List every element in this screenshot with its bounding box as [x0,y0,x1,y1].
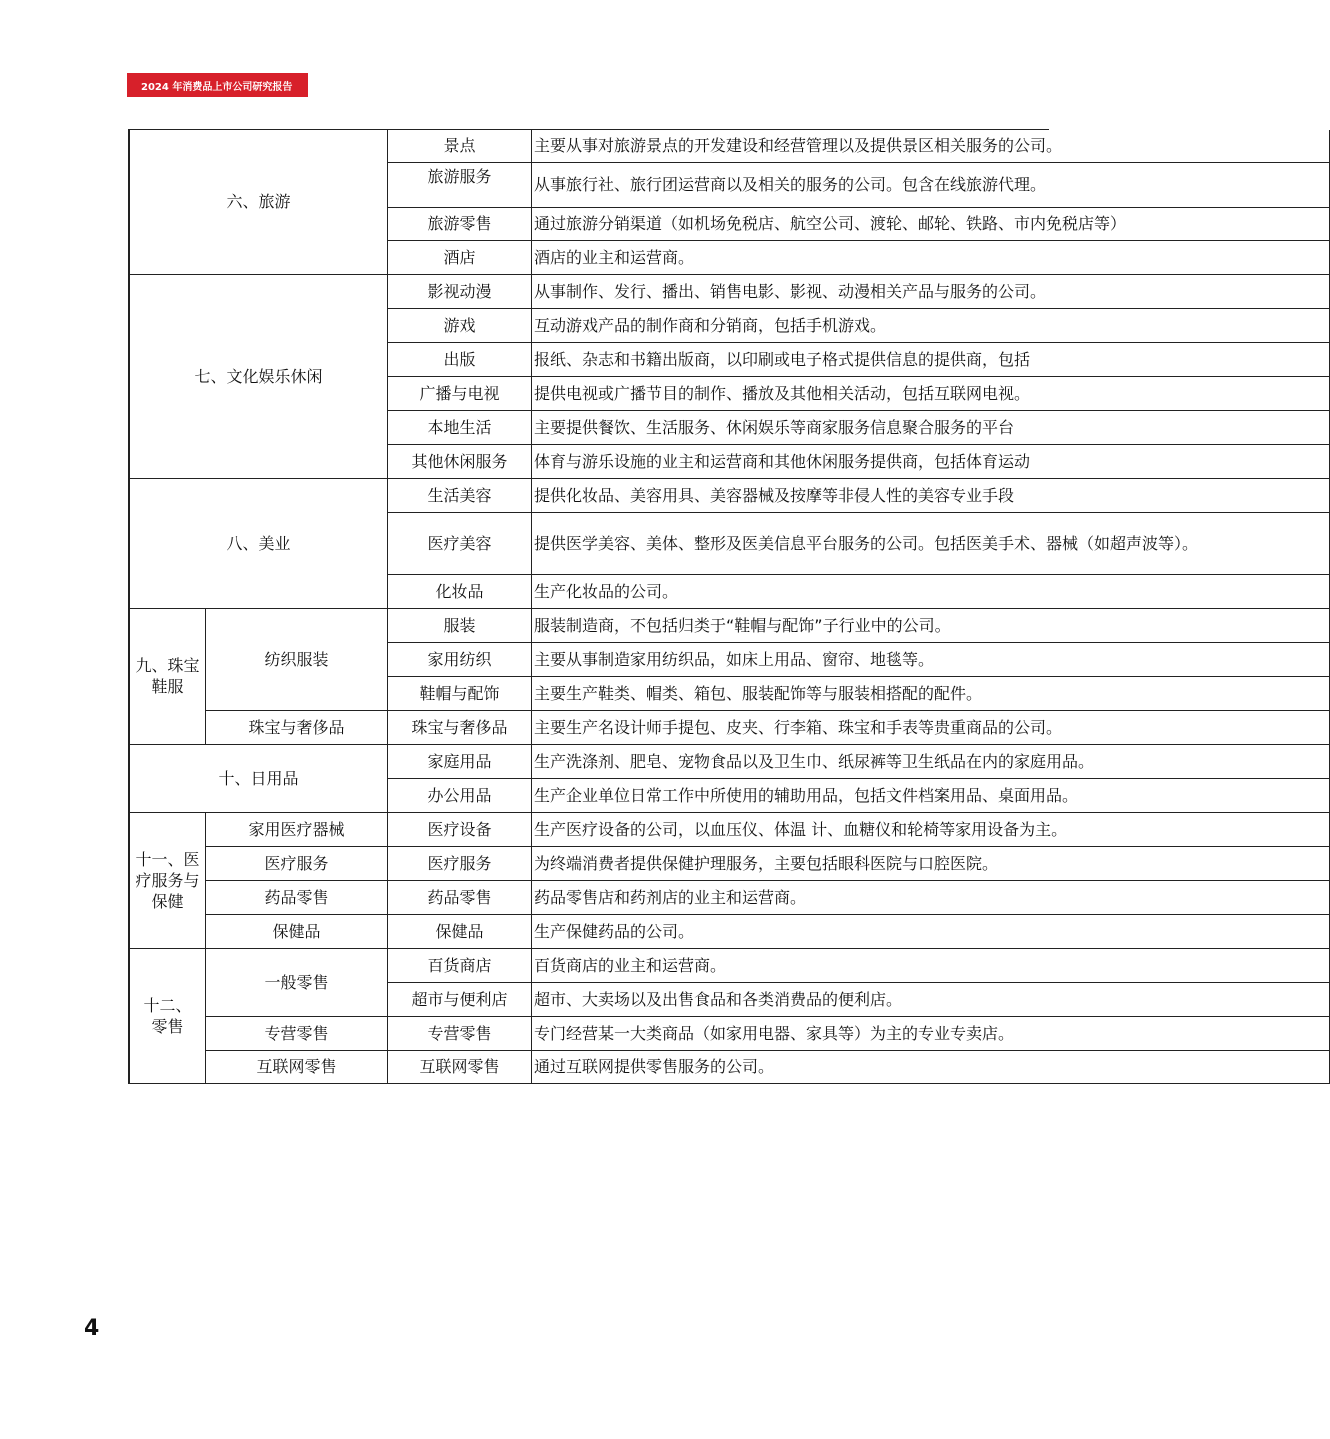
table-row [130,744,1330,778]
sub-industry-cell: 专营零售 [388,1016,532,1050]
table-row [130,948,1330,982]
description-cell: 主要从事对旅游景点的开发建设和经营管理以及提供景区相关服务的公司。 [532,130,1330,162]
table-row [130,1050,1330,1083]
report-title-tag: 2024 年消费品上市公司研究报告 [127,73,308,97]
description-cell: 通过互联网提供零售服务的公司。 [532,1050,1330,1083]
description-cell: 为终端消费者提供保健护理服务，主要包括眼科医院与口腔医院。 [532,846,1330,880]
description-cell: 生产保健药品的公司。 [532,914,1330,948]
sub-industry-cell: 医疗服务 [388,846,532,880]
table-row [130,914,1330,948]
sub-industry-cell: 家用纺织 [388,642,532,676]
description-cell: 百货商店的业主和运营商。 [532,948,1330,982]
page-number: 4 [84,1316,100,1341]
description-cell: 提供化妆品、美容用具、美容器械及按摩等非侵人性的美容专业手段 [532,478,1330,512]
subgroup-cell: 医疗服务 [206,846,388,880]
sub-industry-cell: 百货商店 [388,948,532,982]
sub-industry-cell: 医疗美容 [388,512,532,574]
sub-industry-cell: 药品零售 [388,880,532,914]
description-cell: 生产医疗设备的公司，以血压仪、体温 计、血糖仪和轮椅等家用设备为主。 [532,812,1330,846]
table-row [130,1016,1330,1050]
description-cell: 提供电视或广播节目的制作、播放及其他相关活动，包括互联网电视。 [532,376,1330,410]
description-cell: 提供医学美容、美体、整形及医美信息平台服务的公司。包括医美手术、器械（如超声波等）。 [532,512,1330,574]
sub-industry-cell: 酒店 [388,240,532,274]
sub-industry-cell: 珠宝与奢侈品 [388,710,532,744]
description-cell: 服装制造商，不包括归类于“鞋帽与配饰”子行业中的公司。 [532,608,1330,642]
description-cell: 互动游戏产品的制作商和分销商，包括手机游戏。 [532,308,1330,342]
subgroup-cell: 保健品 [206,914,388,948]
table-row [130,478,1330,512]
table-row [130,130,1330,162]
group-cell: 十二、零售 [130,948,206,1083]
table-row [130,812,1330,846]
table-row [130,608,1330,642]
sub-industry-cell: 超市与便利店 [388,982,532,1016]
description-cell: 生产企业单位日常工作中所使用的辅助用品，包括文件档案用品、桌面用品。 [532,778,1330,812]
group-cell: 七、文化娱乐休闲 [130,274,388,478]
sub-industry-cell: 化妆品 [388,574,532,608]
group-cell: 九、珠宝鞋服 [130,608,206,744]
sub-industry-cell: 其他休闲服务 [388,444,532,478]
sub-industry-cell: 旅游零售 [388,207,532,240]
description-cell: 从事旅行社、旅行团运营商以及相关的服务的公司。包含在线旅游代理。 [532,162,1330,207]
description-cell: 主要提供餐饮、生活服务、休闲娱乐等商家服务信息聚合服务的平台 [532,410,1330,444]
group-cell: 八、美业 [130,478,388,608]
sub-industry-cell: 广播与电视 [388,376,532,410]
subgroup-cell: 一般零售 [206,948,388,1016]
description-cell: 专门经营某一大类商品（如家用电器、家具等）为主的专业专卖店。 [532,1016,1330,1050]
description-cell: 生产化妆品的公司。 [532,574,1330,608]
sub-industry-cell: 家庭用品 [388,744,532,778]
group-cell: 六、旅游 [130,130,388,274]
sub-industry-cell: 鞋帽与配饰 [388,676,532,710]
description-cell: 主要生产名设计师手提包、皮夹、行李箱、珠宝和手表等贵重商品的公司。 [532,710,1330,744]
sub-industry-cell: 本地生活 [388,410,532,444]
sub-industry-cell: 景点 [388,130,532,162]
sub-industry-cell: 游戏 [388,308,532,342]
subgroup-cell: 家用医疗器械 [206,812,388,846]
subgroup-cell: 纺织服装 [206,608,388,710]
group-cell: 十、日用品 [130,744,388,812]
description-cell: 报纸、杂志和书籍出版商，以印刷或电子格式提供信息的提供商，包括 [532,342,1330,376]
description-cell: 主要生产鞋类、帽类、箱包、服装配饰等与服装相搭配的配件。 [532,676,1330,710]
description-cell: 酒店的业主和运营商。 [532,240,1330,274]
sub-industry-cell: 旅游服务 [388,162,532,207]
description-cell: 生产洗涤剂、肥皂、宠物食品以及卫生巾、纸尿裤等卫生纸品在内的家庭用品。 [532,744,1330,778]
group-cell: 十一、医疗服务与保健 [130,812,206,948]
table-row [130,710,1330,744]
sub-industry-cell: 出版 [388,342,532,376]
table-row [130,846,1330,880]
subgroup-cell: 药品零售 [206,880,388,914]
sub-industry-cell: 影视动漫 [388,274,532,308]
description-cell: 体育与游乐设施的业主和运营商和其他休闲服务提供商，包括体育运动 [532,444,1330,478]
description-cell: 超市、大卖场以及出售食品和各类消费品的便利店。 [532,982,1330,1016]
sub-industry-cell: 互联网零售 [388,1050,532,1083]
description-cell: 主要从事制造家用纺织品，如床上用品、窗帘、地毯等。 [532,642,1330,676]
description-cell: 通过旅游分销渠道（如机场免税店、航空公司、渡轮、邮轮、铁路、市内免税店等） [532,207,1330,240]
description-cell: 药品零售店和药剂店的业主和运营商。 [532,880,1330,914]
sub-industry-cell: 保健品 [388,914,532,948]
sub-industry-cell: 医疗设备 [388,812,532,846]
subgroup-cell: 互联网零售 [206,1050,388,1083]
subgroup-cell: 珠宝与奢侈品 [206,710,388,744]
sub-industry-cell: 办公用品 [388,778,532,812]
description-cell: 从事制作、发行、播出、销售电影、影视、动漫相关产品与服务的公司。 [532,274,1330,308]
sub-industry-cell: 生活美容 [388,478,532,512]
industry-classification-table [128,129,1199,1084]
subgroup-cell: 专营零售 [206,1016,388,1050]
table-row [130,274,1330,308]
table-row [130,880,1330,914]
sub-industry-cell: 服装 [388,608,532,642]
